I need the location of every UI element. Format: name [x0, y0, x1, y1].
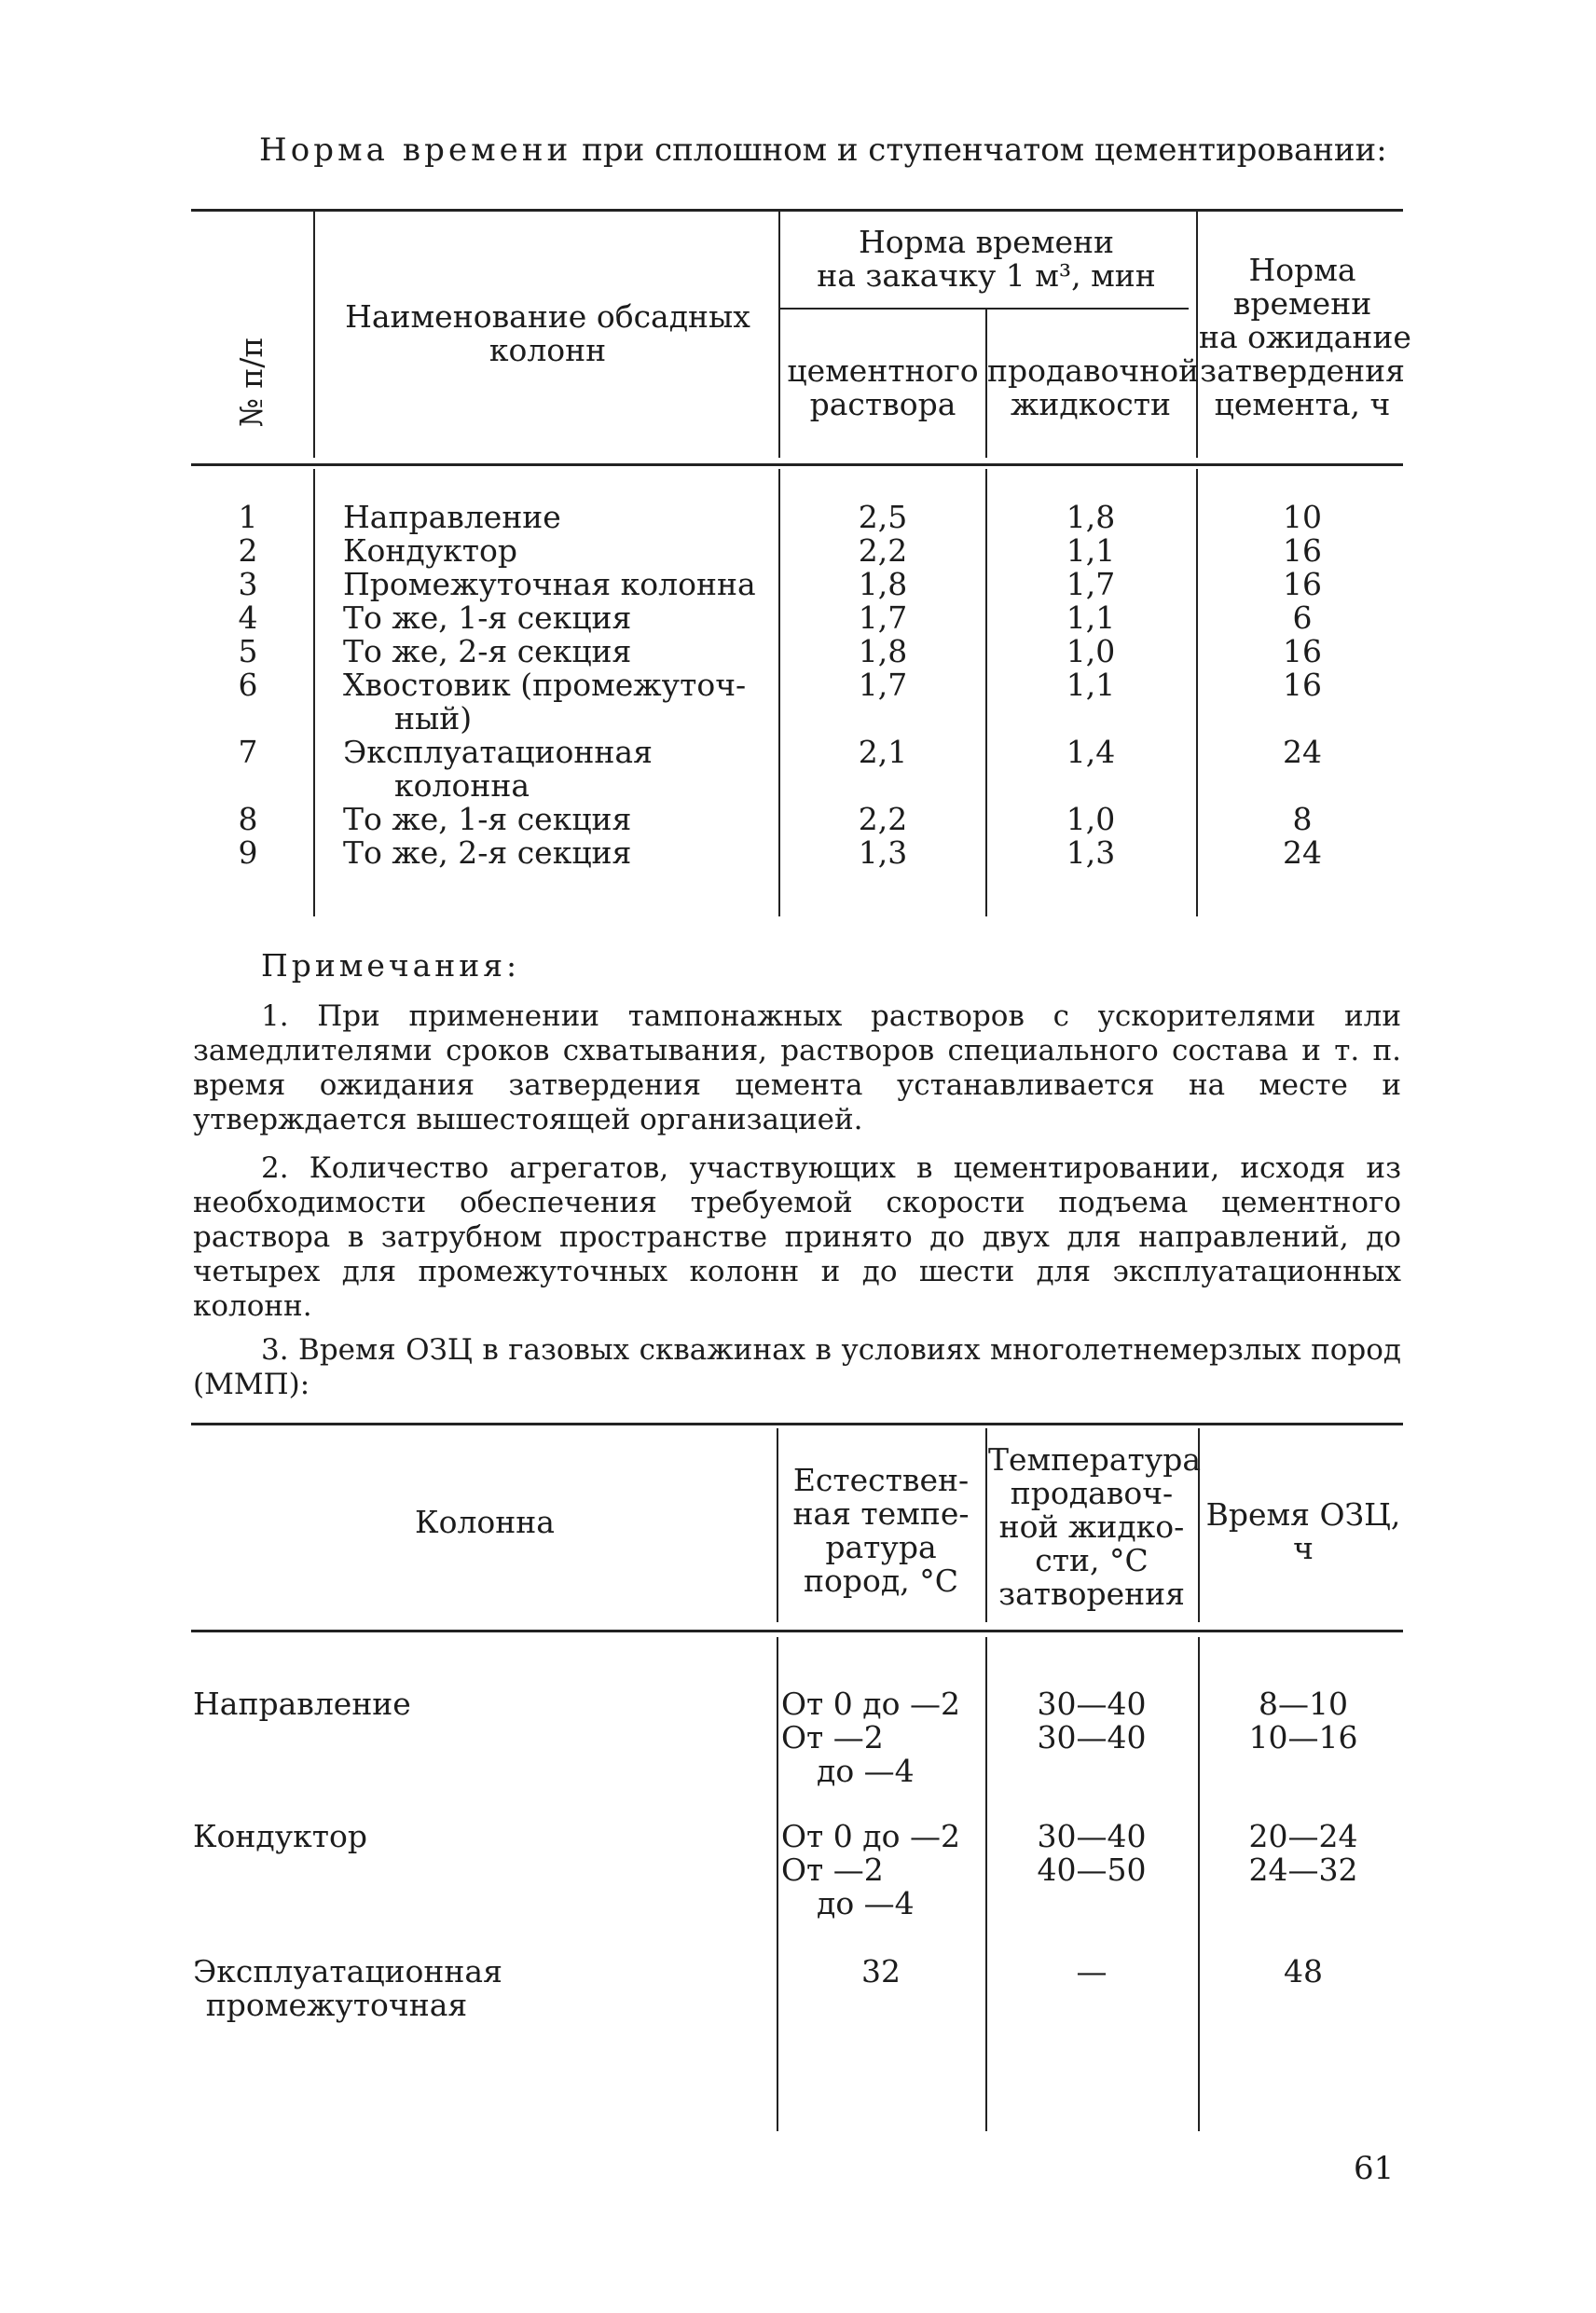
header-woc-time: Время ОЗЦ, ч [1205, 1496, 1401, 1566]
column-name-cont: промежуточная [205, 1987, 468, 2023]
header-row-number: № п/п [233, 337, 269, 428]
casing-name: То же, 1-я секция [343, 599, 632, 636]
woc-time-cell: 48 [1284, 1953, 1323, 1989]
casing-name-cont: колонна [394, 767, 530, 804]
casing-name: Промежуточная колонна [343, 566, 756, 602]
notes-heading: Примечания: [261, 947, 521, 984]
title-rest: при сплошном и ступенчатом цементировании: [571, 131, 1387, 169]
header-casing-name: Наименование обсадных колонн [345, 298, 750, 368]
note-2: 2. Количество агрегатов, участвующих в цементировании, исходя из необходимости обеспечения требуемой скорости подъема цементного раствора в затрубном пространстве принято до двух для направлений, до четырех для промежуточных колонн и до шести для эксплуатационных колонн. [193, 1151, 1401, 1323]
page-title [259, 133, 1387, 167]
woc-time-cell: 8—10 10—16 [1248, 1686, 1358, 1755]
casing-name: То же, 2-я секция [343, 633, 632, 669]
table-row-num: 6 [238, 667, 258, 703]
wait-time-column: 10 16 16 6 16 16 24 8 24 [1283, 499, 1322, 871]
natural-temp-cell: 32 [861, 1953, 901, 1989]
casing-name: Направление [343, 499, 561, 535]
cement-slurry-column: 2,5 2,2 1,8 1,7 1,8 1,7 2,1 2,2 1,3 [858, 499, 908, 871]
natural-temp-cell: От 0 до —2 От —2 до —4 [781, 1686, 960, 1789]
table-row-num: 2 [238, 532, 258, 569]
page-number: 61 [1354, 2150, 1395, 2187]
casing-name: Эксплуатационная [343, 734, 653, 770]
column-name: Направление [193, 1686, 411, 1722]
table-row [193, 1820, 367, 1853]
header-cement-slurry: цементного раствора [787, 352, 979, 422]
row-numbers-column [220, 501, 276, 870]
casing-name-cont: ный) [394, 700, 473, 737]
displacement-fluid-column: 1,8 1,1 1,7 1,1 1,0 1,1 1,4 1,0 1,3 [1066, 499, 1116, 871]
fluid-temp-cell: — [1076, 1953, 1108, 1989]
header-pump-time: Норма времени на закачку 1 м³, мин [817, 224, 1156, 294]
table-row-num: 4 [238, 599, 258, 636]
header-displacement-fluid: продавочной жидкости [987, 352, 1200, 422]
column-name: Эксплуатационная [193, 1953, 502, 1989]
header-wait-time: Норма времени на ожидание затвердения цемента, ч [1199, 252, 1411, 422]
header-column: Колонна [415, 1504, 555, 1540]
table-row [193, 1953, 502, 2023]
table-row-num: 7 [238, 734, 258, 770]
header-fluid-temp: Температура продавоч- ной жидко- сти, °С затворения [988, 1441, 1202, 1612]
title-lead: Норма времени [259, 131, 572, 169]
table-row-num: 8 [238, 801, 258, 837]
table-row-num: 1 [238, 499, 258, 535]
fluid-temp-cell: 30—40 40—50 [1037, 1818, 1147, 1888]
table-row [193, 1687, 411, 1721]
woc-time-cell: 20—24 24—32 [1248, 1818, 1358, 1888]
casing-name: Кондуктор [343, 532, 518, 569]
table-row-num: 3 [238, 566, 258, 602]
table-row-num: 9 [238, 834, 258, 871]
casing-names-column [343, 501, 777, 870]
note-3: 3. Время ОЗЦ в газовых скважинах в условиях многолетнемерзлых пород (ММП): [193, 1333, 1401, 1401]
casing-name: То же, 2-я секция [343, 834, 632, 871]
casing-name: То же, 1-я секция [343, 801, 632, 837]
casing-name: Хвостовик (промежуточ- [343, 667, 747, 703]
table-row-num: 5 [238, 633, 258, 669]
header-natural-temp: Естествен- ная темпе- ратура пород, °С [792, 1462, 970, 1599]
column-name: Кондуктор [193, 1818, 368, 1854]
fluid-temp-cell: 30—40 30—40 [1037, 1686, 1147, 1755]
note-1: 1. При применении тампонажных растворов с ускорителями или замедлителями сроков схватывания, растворов специального состава и т. п. время ожидания затвердения цемента устанавливается на месте и утверждается вышестоящей организацией. [193, 999, 1401, 1136]
natural-temp-cell: От 0 до —2 От —2 до —4 [781, 1818, 960, 1921]
